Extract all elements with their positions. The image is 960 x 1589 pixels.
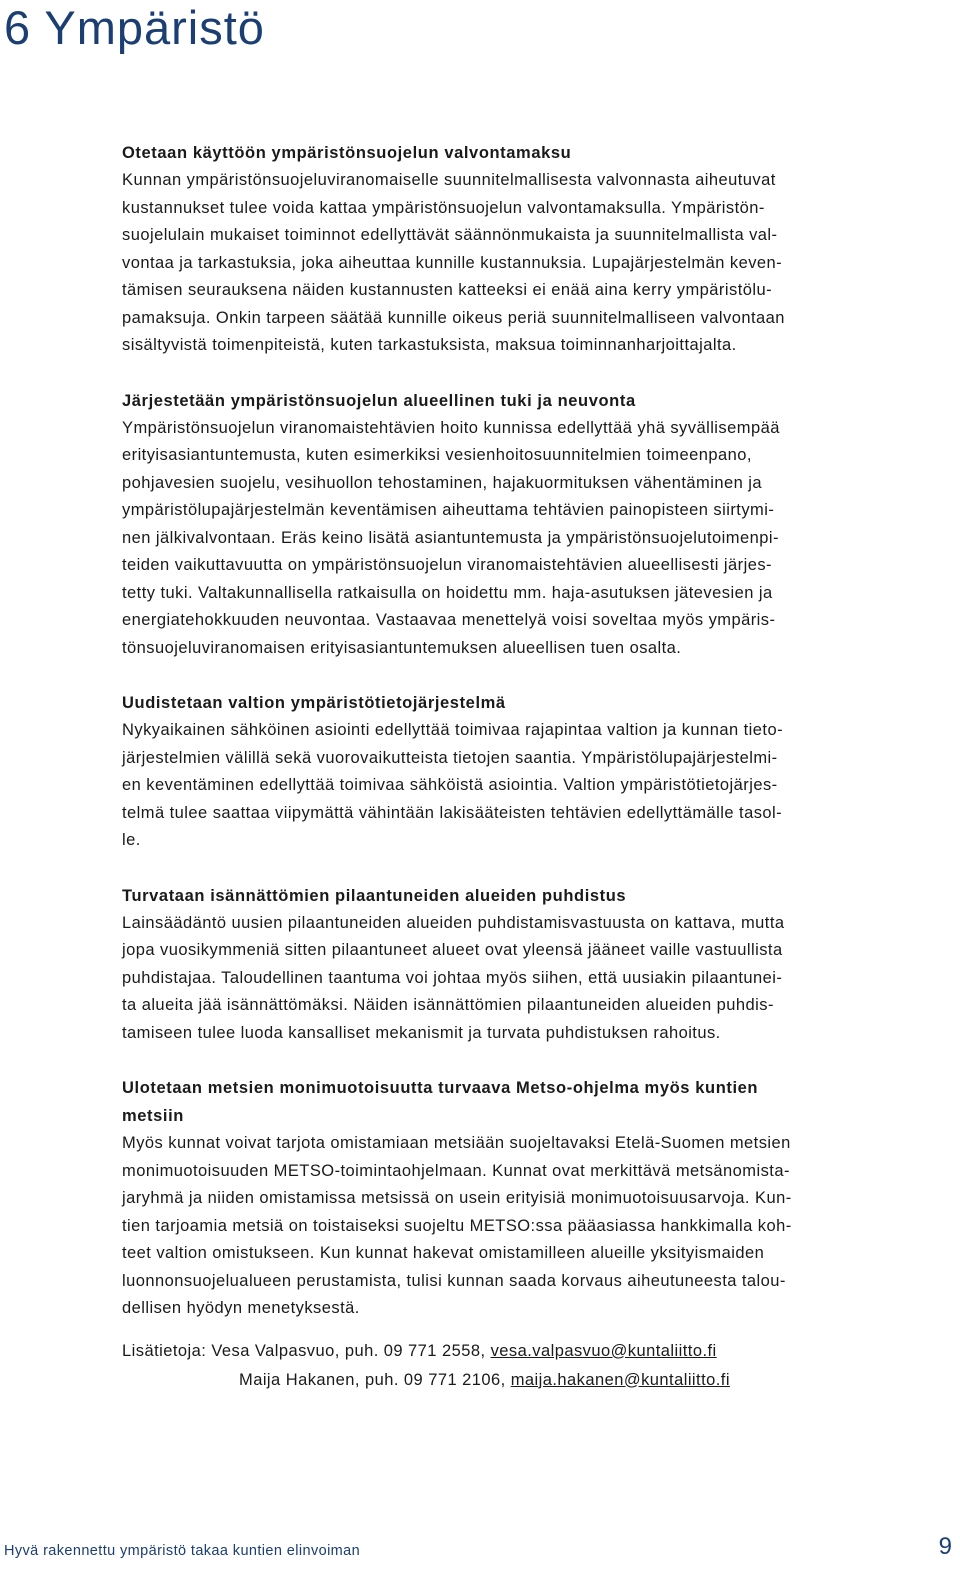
text-line: nen jälkivalvontaan. Eräs keino lisätä asiantuntemusta ja ympäristönsuojelutoimenpi- [122, 528, 779, 547]
text-line: kustannukset tulee voida kattaa ympäristönsuojelun valvontamaksulla. Ympäristön- [122, 198, 765, 217]
text-line: en keventäminen edellyttää toimivaa sähköistä asiointia. Valtion ympäristötietojärjes- [122, 776, 778, 794]
text-line: sisältyvistä toimenpiteistä, kuten tarkastuksista, maksua toiminnanharjoittajalta. [122, 336, 737, 354]
text-line: jaryhmä ja niiden omistamissa metsissä on usein erityisiä monimuotoisuusarvoja. Kun- [122, 1189, 792, 1207]
section-heading [122, 882, 940, 910]
content [122, 139, 940, 1395]
text-line: pamaksuja. Onkin tarpeen säätää kunnille oikeus periä suunnitelmalliseen valvontaan [122, 308, 785, 327]
section-valvontamaksu [122, 139, 940, 360]
text-line: ympäristölupajärjestelmän keventämisen aiheuttama tehtävien painopisteen siirtymi- [122, 501, 775, 519]
heading-line: metsiin [122, 1107, 184, 1125]
heading-line: Turvataan isännättömien pilaantuneiden alueiden puhdistus [122, 886, 627, 905]
contact-person: Maija Hakanen, puh. 09 771 2106, [239, 1370, 506, 1389]
text-line: le. [122, 831, 141, 849]
text-line: dellisen hyödyn menetyksestä. [122, 1299, 360, 1317]
heading-line: Otetaan käyttöön ympäristönsuojelun valvontamaksu [122, 144, 572, 162]
section-heading [122, 689, 940, 717]
text-line: tämisen seurauksena näiden kustannusten katteeksi ei enää aina kerry ympäristölu- [122, 281, 773, 299]
text-line: ta alueita jää isännättömäksi. Näiden isännättömien pilaantuneiden alueiden puhdis- [122, 996, 774, 1014]
contact-row [122, 1337, 940, 1366]
section-metso-ohjelma [122, 1074, 940, 1323]
footer-text: Hyvä rakennettu ympäristö takaa kuntien elinvoiman [4, 1543, 361, 1559]
section-alueellinen-tuki [122, 387, 940, 663]
section-heading [122, 139, 940, 167]
text-line: Kunnan ympäristönsuojeluviranomaiselle suunnitelmallisesta valvonnasta aiheutuvat [122, 171, 776, 189]
section-body [122, 415, 940, 663]
text-line: puhdistajaa. Taloudellinen taantuma voi johtaa myös siihen, että uusiakin pilaantunei- [122, 968, 783, 987]
email-link[interactable]: vesa.valpasvuo@kuntaliitto.fi [490, 1341, 717, 1360]
section-body [122, 1130, 940, 1323]
email-link[interactable]: maija.hakanen@kuntaliitto.fi [510, 1370, 730, 1389]
text-line: tönsuojeluviranomaisen erityisasiantuntemuksen alueellisen tuen osalta. [122, 638, 682, 657]
text-line: Myös kunnat voivat tarjota omistamiaan metsiään suojeltavaksi Etelä-Suomen metsien [122, 1134, 791, 1152]
section-heading [122, 1074, 940, 1130]
text-line: monimuotoisuuden METSO-toimintaohjelmaan. Kunnat ovat merkittävä metsänomista- [122, 1161, 790, 1180]
heading-line: Uudistetaan valtion ympäristötietojärjestelmä [122, 694, 506, 712]
section-pilaantuneet-alueet [122, 882, 940, 1048]
text-line: erityisasiantuntemusta, kuten esimerkiksi vesienhoitosuunnitelmien toimeenpano, [122, 446, 752, 464]
text-line: jopa vuosikymmeniä sitten pilaantuneet alueet ovat yleensä jääneet vaille vastuullista [122, 941, 783, 959]
contact-info [122, 1337, 940, 1395]
contact-row [122, 1366, 940, 1395]
text-line: vontaa ja tarkastuksia, joka aiheuttaa kunnille kustannuksia. Lupajärjestelmän keven- [122, 253, 783, 272]
section-body [122, 717, 940, 855]
text-line: tetty tuki. Valtakunnallisella ratkaisulla on hoidettu mm. haja-asutuksen jätevesien ja [122, 583, 773, 602]
text-line: Lainsäädäntö uusien pilaantuneiden alueiden puhdistamisvastuusta on kattava, mutta [122, 913, 785, 932]
section-body [122, 167, 940, 360]
text-line: Nykyaikainen sähköinen asiointi edellyttää toimivaa rajapintaa valtion ja kunnan tieto- [122, 721, 784, 739]
text-line: teet valtion omistukseen. Kun kunnat hakevat omistamilleen alueille yksityismaiden [122, 1244, 765, 1262]
text-line: luonnonsuojelualueen perustamista, tulisi kunnan saada korvaus aiheutuneesta talou- [122, 1271, 786, 1290]
text-line: tien tarjoamia metsiä on toistaiseksi suojeltu METSO:ssa pääasiassa hankkimalla koh- [122, 1216, 792, 1235]
section-heading [122, 387, 940, 415]
chapter-title: 6 Ympäristö [4, 1, 265, 54]
contact-person: Vesa Valpasvuo, puh. 09 771 2558, [211, 1341, 486, 1360]
text-line: tamiseen tulee luoda kansalliset mekanismit ja turvata puhdistuksen rahoitus. [122, 1023, 721, 1042]
text-line: järjestelmien välillä sekä vuorovaikutteista tietojen saantia. Ympäristölupajärjestelmi- [122, 748, 778, 767]
section-tietojarjestelma [122, 689, 940, 855]
text-line: Ympäristönsuojelun viranomaistehtävien hoito kunnissa edellyttää yhä syvällisempää [122, 418, 780, 437]
text-line: telmä tulee saattaa viipymättä vähintään lakisääteisten tehtävien edellyttämälle tasol- [122, 803, 783, 822]
heading-line: Järjestetään ympäristönsuojelun alueellinen tuki ja neuvonta [122, 391, 636, 410]
text-line: energiatehokkuuden neuvontaa. Vastaavaa menettelyä voisi soveltaa myös ympäris- [122, 611, 776, 629]
text-line: pohjavesien suojelu, vesihuollon tehostaminen, hajakuormituksen vähentäminen ja [122, 473, 763, 492]
page-number: 9 [938, 1533, 952, 1560]
text-line: suojelulain mukaiset toiminnot edellyttävät säännönmukaista ja suunnitelmallista val- [122, 226, 778, 244]
heading-line: Ulotetaan metsien monimuotoisuutta turvaava Metso-ohjelma myös kuntien [122, 1079, 759, 1097]
section-body [122, 910, 940, 1048]
text-line: teiden vaikuttavuutta on ympäristönsuojelun viranomaistehtävien alueellisesti järjes- [122, 556, 772, 574]
contact-label: Lisätietoja: [122, 1341, 207, 1360]
